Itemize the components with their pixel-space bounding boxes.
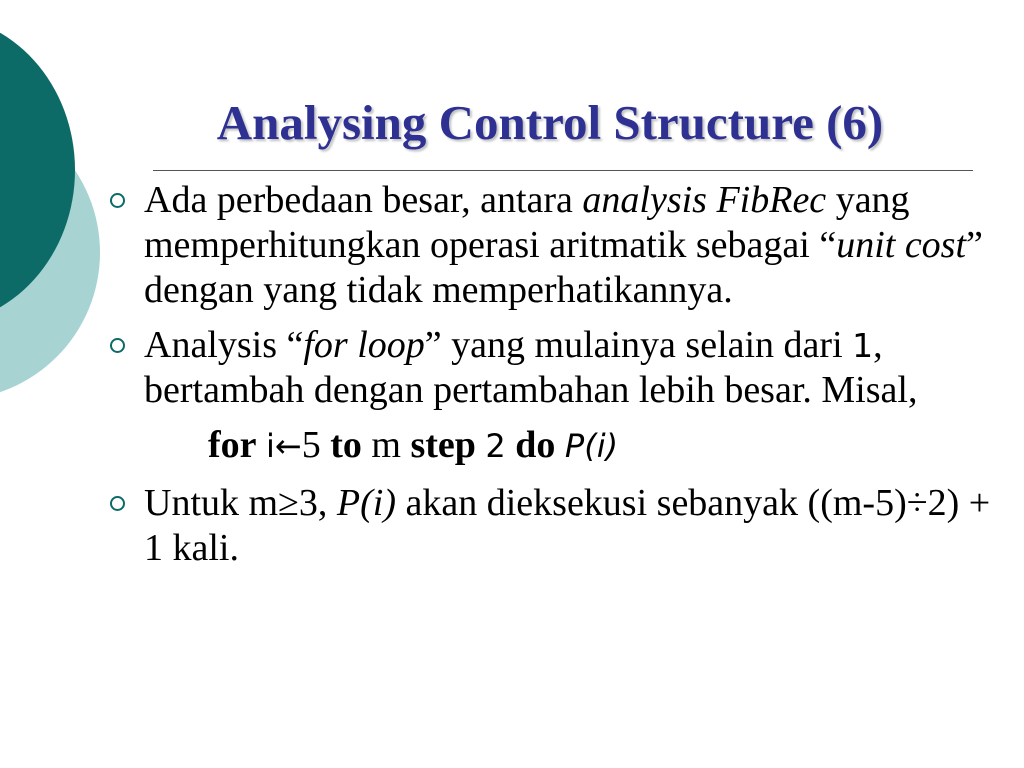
loop-start: 5	[301, 424, 321, 466]
bullet-text: Untuk m≥3,	[144, 482, 337, 524]
bullet-text: ” dengan yang tidak memperhatikannya.	[144, 224, 983, 311]
bullet-number: 1	[852, 326, 874, 365]
loop-variable: i	[266, 427, 275, 465]
hollow-circle-bullet-icon	[110, 338, 125, 353]
bullet-text: akan dieksekusi sebanyak ((m-5)÷2) + 1 kali.	[144, 482, 991, 569]
title-underline	[153, 170, 973, 171]
bullet-list	[110, 178, 1010, 581]
keyword-do: do	[515, 424, 556, 466]
loop-step-value: 2	[485, 427, 506, 465]
hollow-circle-bullet-icon	[110, 193, 125, 208]
slide-title: Analysing Control Structure (6)	[216, 95, 884, 150]
code-example-line	[110, 423, 1010, 469]
assign-arrow-icon: ←	[274, 427, 302, 465]
bullet-emphasis: analysis FibRec	[582, 179, 827, 221]
keyword-to: to	[330, 424, 362, 466]
bullet-text: yang memperhitungkan operasi aritmatik sebagai “	[144, 179, 910, 266]
loop-end: m	[371, 424, 401, 466]
keyword-step: step	[410, 424, 476, 466]
bullet-text: Ada perbedaan besar, antara	[144, 179, 583, 221]
bullet-emphasis: P(i)	[336, 482, 396, 524]
loop-body: P(i)	[564, 427, 619, 465]
hollow-circle-bullet-icon	[110, 496, 125, 511]
bullet-emphasis: for loop	[303, 324, 425, 366]
bullet-item-unit-cost	[110, 178, 1010, 313]
bullet-item-execution-count	[110, 481, 1010, 571]
bullet-text: ” yang mulainya selain dari	[424, 324, 853, 366]
bullet-text: Analysis “	[144, 324, 304, 366]
bullet-emphasis: unit cost	[836, 224, 967, 266]
keyword-for: for	[208, 424, 257, 466]
bullet-text: , bertambah dengan pertambahan lebih besar. Misal,	[144, 324, 918, 411]
bullet-item-for-loop	[110, 323, 1010, 413]
